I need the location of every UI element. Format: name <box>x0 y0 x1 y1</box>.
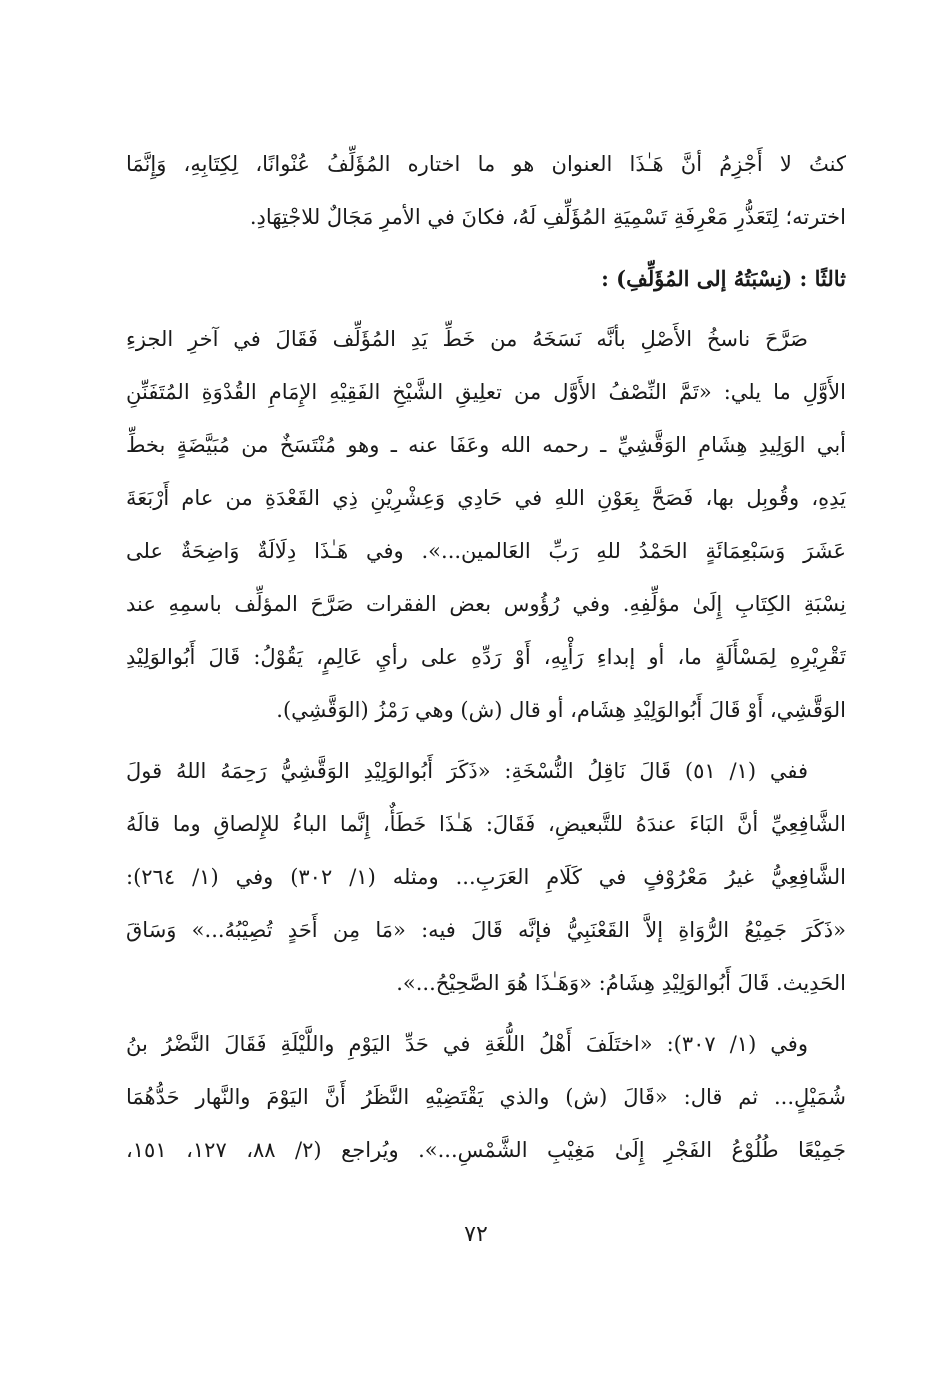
text-line: اخترته؛ لِتَعَذُّرِ مَعْرِفَةِ تَسْمِيَةِ المُؤَلِّفِ لَهُ، فكانَ في الأمرِ مَجَالٌ للاجْتِهَادِ. <box>249 205 846 229</box>
text-line: الوَقَّشِي، أَوْ قَالَ أَبُوالوَلِيْدِ هِشَام، أو قال (ش) وهي رَمْزُ (الوَقَّشِي). <box>276 698 846 722</box>
page-number: ٧٢ <box>464 1222 488 1247</box>
text-line: صَرَّحَ ناسخُ الأَصْلِ بأنَّه نَسَخَهُ من خَطِّ يَدِ المُؤَلِّف فَقَالَ في آخرِ الجزءِ <box>126 327 808 351</box>
text-line: عَشَرَ وَسَبْعِمَائَةٍ الحَمْدُ للهِ رَبِّ العَالمين...». وفي هَـٰذَا دِلَالَةٌ وَاضِحَةٌ على <box>126 539 846 563</box>
text-line: الشَّافِعِيِّ أنَّ البَاءَ عندَهُ للتَّبعيضِ، فَقَالَ: هَـٰذَا خَطَأٌ، إِنَّما الباءُ للإِلصاقِ وما قالَهُ <box>126 812 846 836</box>
text-line: أبي الوَلِيدِ هِشَامِ الوَقَّشِيِّ ـ رحمه الله وعَفَا عنه ـ وهو مُنْتَسَخٌ من مُبَيَّضَةٍ بخطِّ <box>126 433 846 457</box>
text-line: جَمِيْعًا طُلُوْعُ الفَجْرِ إِلَىٰ مَغِيْبِ الشَّمْسِ...». ويُراجع (٢/ ٨٨، ١٢٧، ١٥١، <box>126 1138 846 1162</box>
text-line: الأَوَّلِ ما يلي: «تَمَّ النِّصْفُ الأَوَّل من تعلِيقِ الشَّيْخِ الفَقِيْهِ الإِمَامِ القُدْوَةِ المُتَفَنِّنِ <box>126 380 846 404</box>
paragraph-day-night <box>126 1018 846 1177</box>
text-line: «ذَكَرَ جَمِيْعُ الرُّوَاةِ إلاَّ القَعْنَبِيُّ فإنَّه قَالَ فيه: «مَا مِن أَحَدٍ تُصِيْبُهُ...» وَسَاقَ <box>126 918 846 942</box>
section-heading: ثالثًا : (نِسْبَتُهُ إلى المُؤَلِّفِ) : <box>601 266 846 291</box>
intro-paragraph <box>126 138 846 244</box>
text-line: وفي (١/ ٣٠٧): «اختَلَفَ أَهْلُ اللُّغَةِ في حَدِّ اليَوْمِ واللَّيْلَةِ فَقَالَ النَّضْرُ بنُ <box>126 1032 808 1056</box>
paragraph-examples <box>126 745 846 1010</box>
text-line: نِسْبَةِ الكِتَابِ إِلَىٰ مؤلِّفِهِ. وفي رُؤُوس بعض الفقرات صَرَّحَ المؤلِّف باسمِهِ عند <box>126 592 846 616</box>
text-line: شُمَيْلٍ... ثم قال: «قَالَ (ش) والذي يَقْتَضِيْهِ النَّظَرُ أَنَّ اليَوْمَ والنَّهار حَدُّهُمَا <box>126 1085 846 1109</box>
text-line: الحَدِيث. قَالَ أَبُوالوَلِيْدِ هِشَامُ: «وَهَـٰذَا هُوَ الصَّحِيْحُ...». <box>396 971 846 995</box>
page-body <box>126 138 846 1185</box>
text-line: الشَّافِعِيُّ غيرُ مَعْرُوْفٍ في كَلَامِ العَرَبِ... ومثله (١/ ٣٠٢) وفي (١/ ٢٦٤): <box>126 865 846 889</box>
text-line: ففي (١/ ٥١) قَالَ نَاقِلُ النُّسْخَةِ: «ذَكَرَ أَبُوالوَلِيْدِ الوَقَّشِيُّ رَحِمَهُ اللهُ قولَ <box>126 759 808 783</box>
text-line: يَدِهِ، وقُوبِل بها، فَصَحَّ بِعَوْنِ اللهِ في حَادِي وَعِشْرِيْنِ ذِي القَعْدَةِ من عام أَرْبَعَةَ <box>126 486 846 510</box>
paragraph-attribution <box>126 313 846 737</box>
text-line: كنتُ لا أَجْزِمُ أنَّ هَـٰذَا العنوان هو ما اختاره المُؤَلِّفُ عُنْوانًا، لِكِتَابِهِ، وَإِنَّمَا <box>126 152 846 176</box>
text-line: تَقْرِيْرِهِ لِمَسْأَلَةٍ ما، أو إبداءِ رَأْيِهِ، أَوْ رَدِّهِ على رأيِ عَالِمٍ، يَقُوْلُ: قَالَ أَبُوالوَلِيْدِ <box>126 645 846 669</box>
